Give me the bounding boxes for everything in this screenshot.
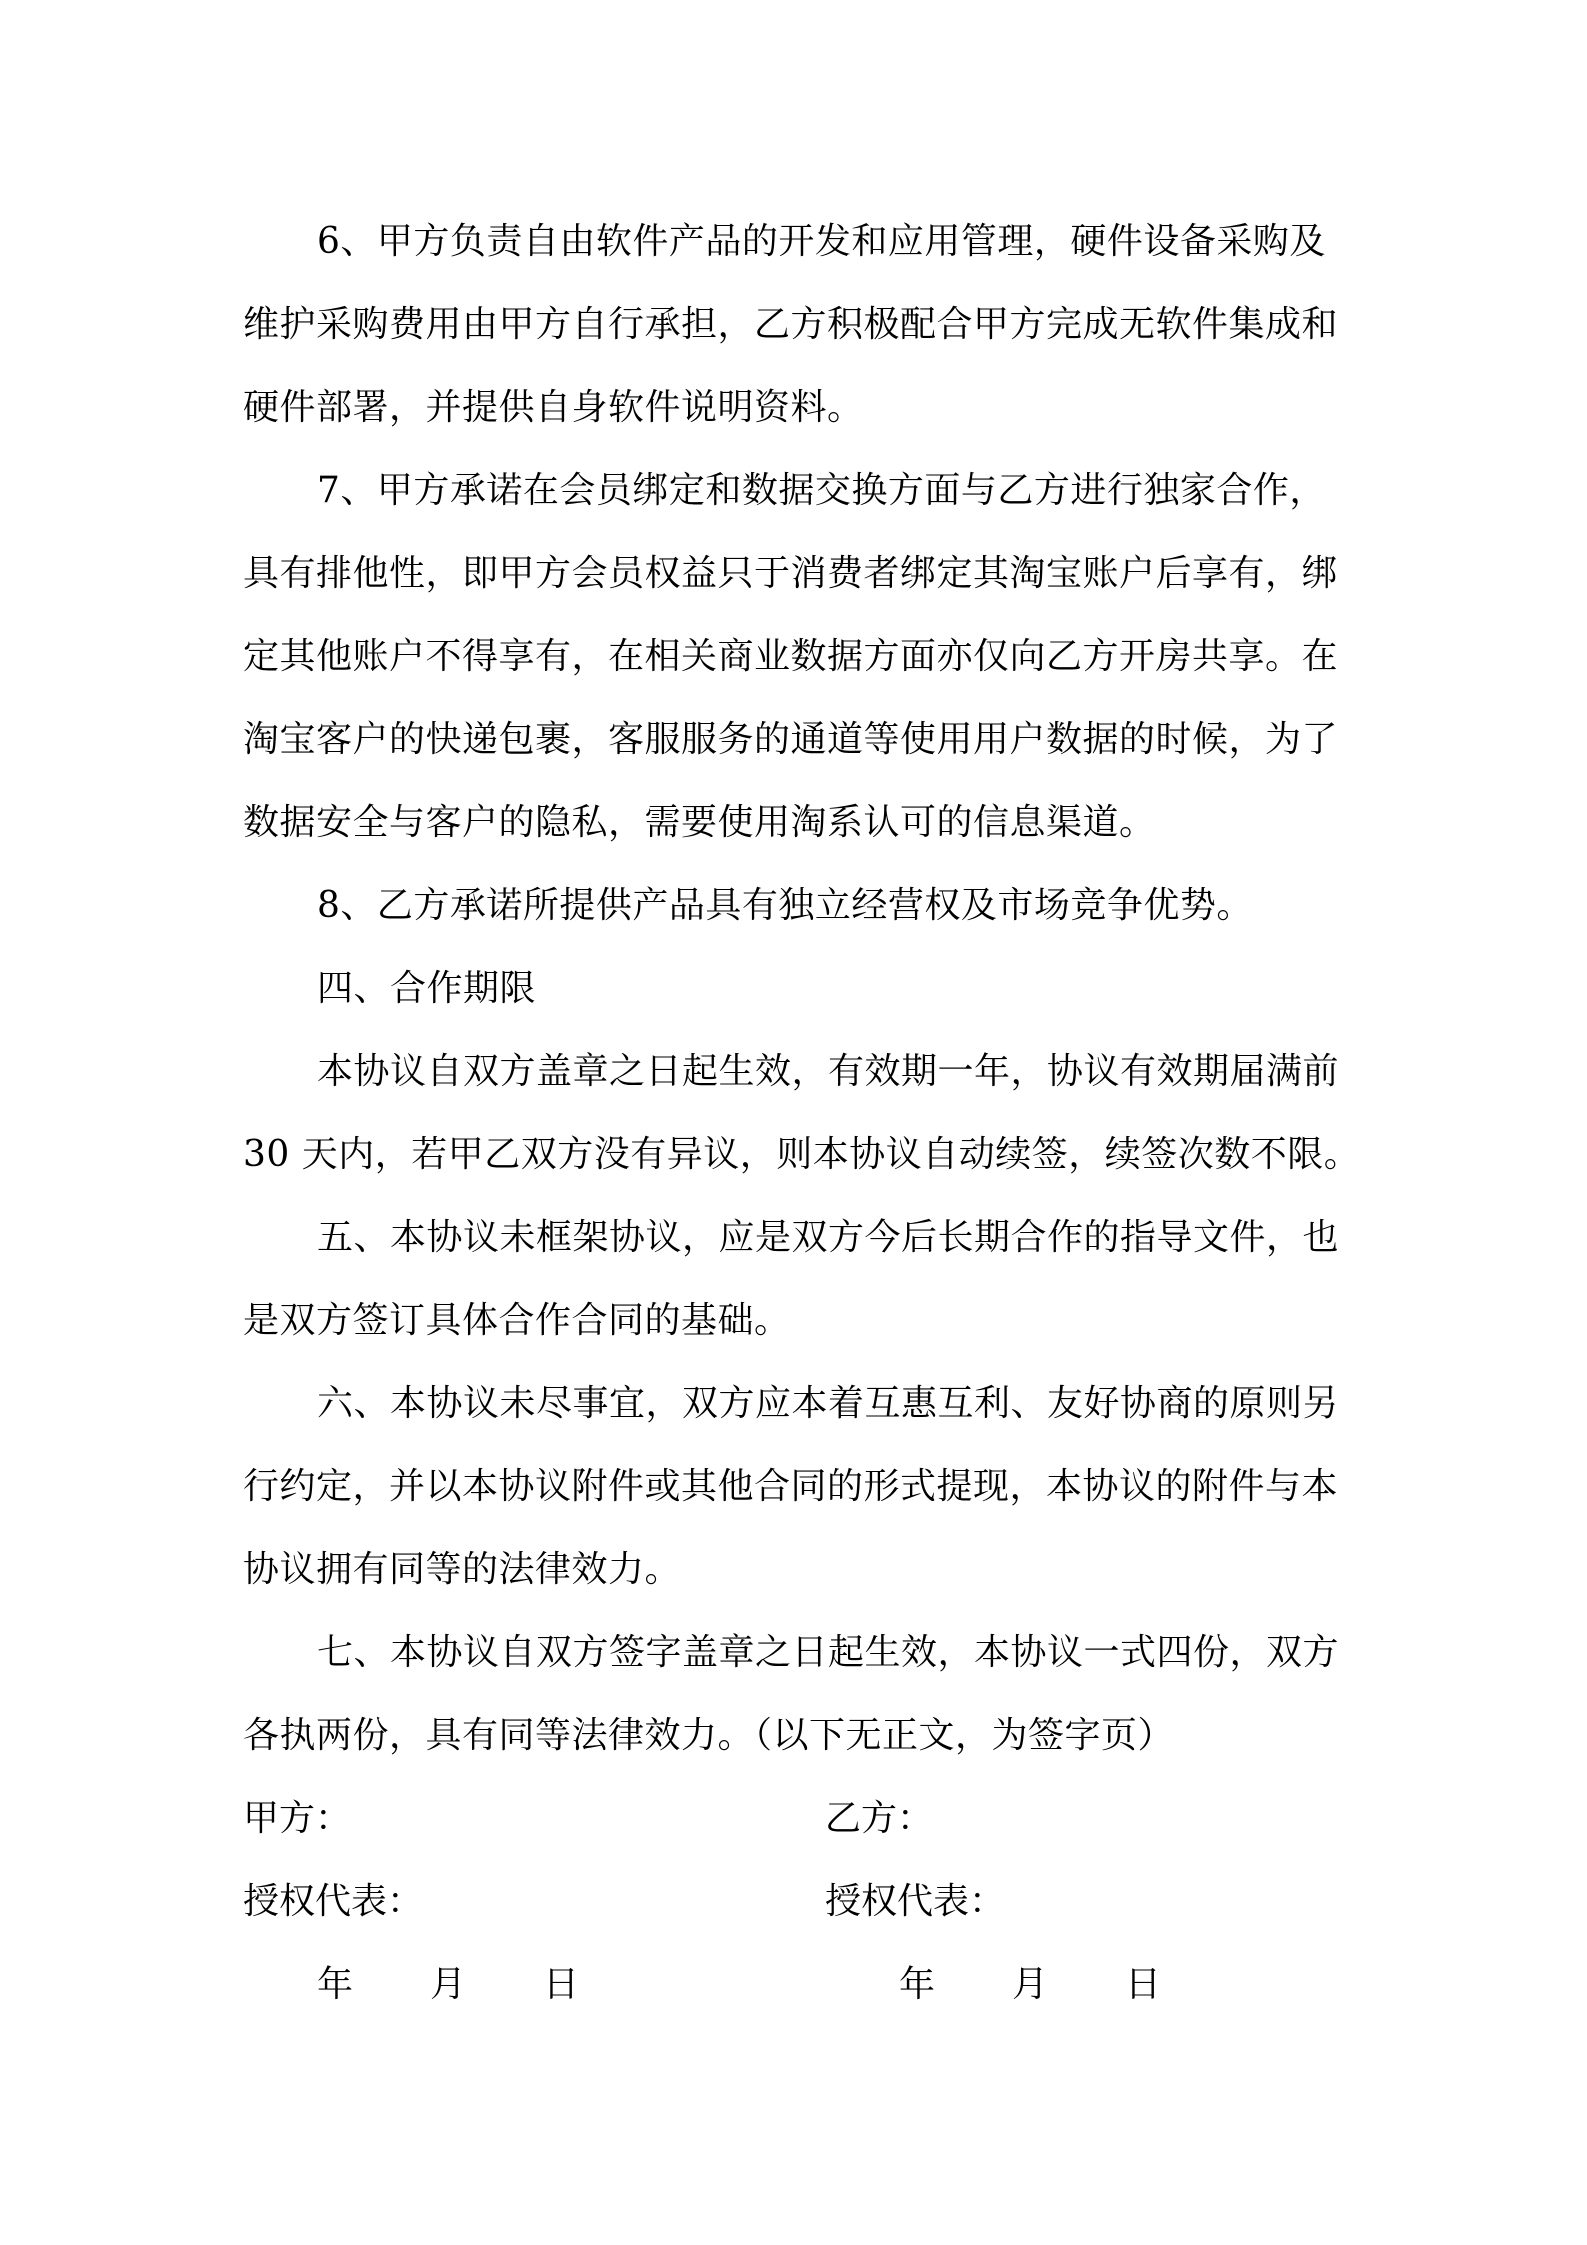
- paragraph-line: 30 天内，若甲乙双方没有异议，则本协议自动续签，续签次数不限。: [243, 1134, 1361, 1175]
- clause-7: [243, 449, 1353, 864]
- paragraph-line: 五、本协议未框架协议，应是双方今后长期合作的指导文件，也: [317, 1217, 1340, 1258]
- date-a-month: 月: [430, 1964, 467, 2005]
- section-seven: [243, 1611, 1353, 1777]
- paragraph-line: 数据安全与客户的隐私，需要使用淘系认可的信息渠道。: [243, 802, 1156, 843]
- date-b-year: 年: [899, 1964, 936, 2005]
- paragraph-line: 维护采购费用由甲方自行承担，乙方积极配合甲方完成无软件集成和: [243, 304, 1339, 345]
- paragraph-line: 各执两份，具有同等法律效力。（以下无正文，为签字页）: [243, 1715, 1175, 1756]
- term-paragraph: [243, 1030, 1361, 1196]
- date-b: [899, 1943, 1238, 2026]
- date-b-month: 月: [1012, 1964, 1049, 2005]
- document-page: [243, 200, 1361, 2026]
- paragraph-line: 是双方签订具体合作合同的基础。: [243, 1300, 791, 1341]
- paragraph-line: 硬件部署，并提供自身软件说明资料。: [243, 387, 864, 428]
- date-a: [317, 1943, 656, 2026]
- paragraph-line: 定其他账户不得享有，在相关商业数据方面亦仅向乙方开房共享。在: [243, 636, 1339, 677]
- representative-row: [243, 1860, 1353, 1943]
- representative-a-label: 授权代表：: [243, 1881, 424, 1922]
- paragraph-line: 行约定，并以本协议附件或其他合同的形式提现，本协议的附件与本: [243, 1466, 1339, 1507]
- date-a-year: 年: [317, 1964, 354, 2005]
- clause-6: [243, 200, 1353, 449]
- date-b-day: 日: [1125, 1964, 1162, 2005]
- representative-b-label: 授权代表：: [825, 1881, 1006, 1922]
- clause-8: [243, 864, 1353, 947]
- paragraph-line: 本协议自双方盖章之日起生效，有效期一年，协议有效期届满前: [317, 1051, 1340, 1092]
- signature-block: [243, 1777, 1353, 2026]
- paragraph-line: 七、本协议自双方签字盖章之日起生效，本协议一式四份，双方: [317, 1632, 1340, 1673]
- party-b-label: 乙方：: [825, 1798, 934, 1839]
- paragraph-line: 六、本协议未尽事宜，双方应本着互惠互利、友好协商的原则另: [317, 1383, 1340, 1424]
- paragraph-line: 7、甲方承诺在会员绑定和数据交换方面与乙方进行独家合作，: [317, 470, 1326, 511]
- paragraph-line: 具有排他性，即甲方会员权益只于消费者绑定其淘宝账户后享有，绑: [243, 553, 1339, 594]
- section-five: [243, 1196, 1353, 1362]
- date-a-day: 日: [543, 1964, 580, 2005]
- paragraph-line: 6、甲方负责自由软件产品的开发和应用管理，硬件设备采购及: [317, 221, 1326, 262]
- party-row: [243, 1777, 1353, 1860]
- section-heading: 四、合作期限: [317, 968, 537, 1009]
- date-row: [243, 1943, 1353, 2026]
- paragraph-line: 8、乙方承诺所提供产品具有独立经营权及市场竞争优势。: [317, 885, 1253, 926]
- section-heading-cooperation-term: [243, 947, 1353, 1030]
- section-six: [243, 1362, 1353, 1611]
- paragraph-line: 协议拥有同等的法律效力。: [243, 1549, 682, 1590]
- party-a-label: 甲方：: [243, 1798, 352, 1839]
- paragraph-line: 淘宝客户的快递包裹，客服服务的通道等使用用户数据的时候，为了: [243, 719, 1339, 760]
